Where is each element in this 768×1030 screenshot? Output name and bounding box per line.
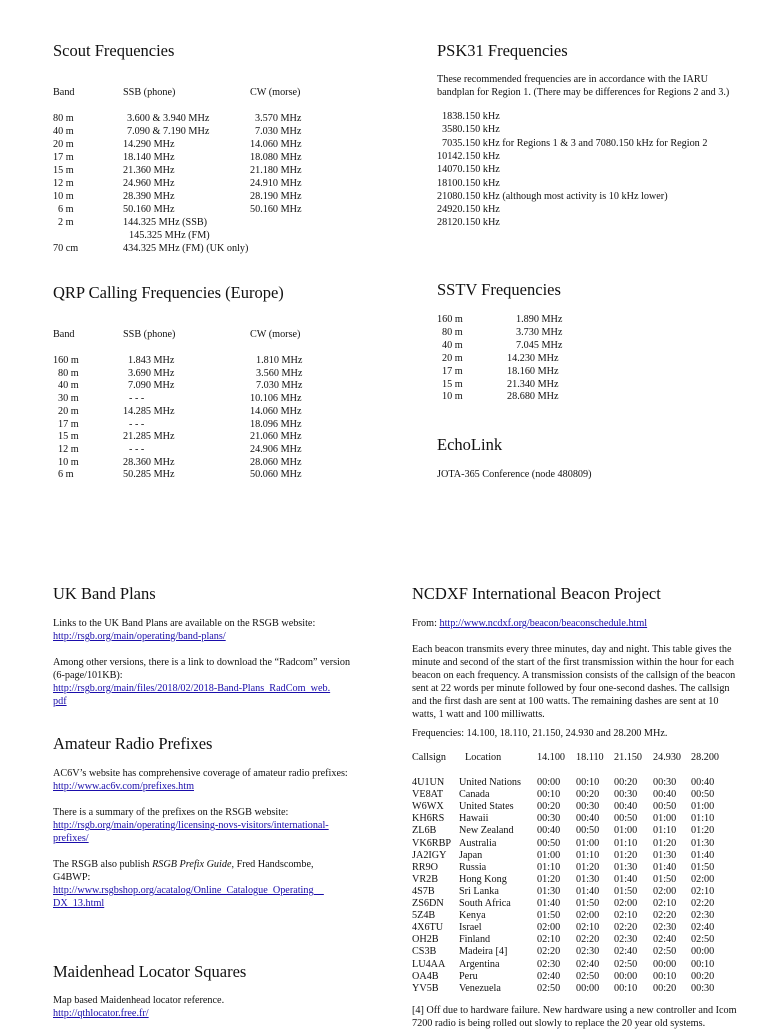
prefixes-text-3 — [53, 858, 353, 871]
scout-ssb-cell: 50.160 MHz — [123, 204, 175, 215]
ncdxf-location-cell: Hong Kong — [459, 873, 507, 885]
ncdxf-callsign-cell: ZS6DN — [412, 898, 444, 909]
ncdxf-time-cell: 02:20 — [691, 898, 715, 909]
ncdxf-time-cell: 01:10 — [614, 837, 638, 849]
scout-ssb-cell: 21.360 MHz — [123, 165, 175, 176]
qrp-cw-cell: 24.906 MHz — [250, 443, 302, 455]
sstv-frequency-cell: 7.045 MHz — [516, 339, 563, 351]
ncdxf-callsign-cell: CS3B — [412, 946, 437, 958]
ncdxf-header-cell: 18.110 — [576, 752, 604, 763]
qrp-cw-cell: 18.096 MHz — [250, 418, 302, 430]
ncdxf-callsign-cell: RR9O — [412, 861, 439, 873]
ncdxf-description: Each beacon transmits every three minutes, day and night. This table gives the minute and second of the start of the first transmission within the hour for each beacon on each frequency. A transmission consists of the callsign of the beacon sent at 22 words per minute followed by four one-second dashes. The callsign and the first dash are sent at 100 watts. The remaining dashes are sent at 10 watts, 1 watt and 100 milliwatts. — [412, 644, 736, 720]
ncdxf-from — [412, 617, 742, 630]
ncdxf-time-cell: 01:40 — [576, 885, 600, 897]
qrp-cw-cell: 1.810 MHz — [256, 355, 303, 366]
ncdxf-time-cell: 02:40 — [537, 970, 561, 982]
ncdxf-footnote: [4] Off due to hardware failure. New hardware using a new controller and Icom 7200 radio is being rolled out slowly to replace the 20 year old systems. — [412, 1005, 737, 1029]
ncdxf-time-cell: 02:00 — [576, 910, 600, 922]
scout-band-cell: 80 m — [53, 113, 74, 124]
prefixes-text-3c: , Fred Handscombe, — [231, 859, 314, 870]
scout-band-cell: 10 m — [53, 191, 74, 202]
scout-band-cell: 20 m — [53, 139, 74, 150]
ncdxf-time-cell: 01:50 — [537, 910, 561, 922]
echolink-text: JOTA-365 Conference (node 480809) — [437, 469, 592, 480]
prefixes-link-2a[interactable]: http://rsgb.org/main/operating/licensing-novs-visitors/international- — [53, 820, 329, 831]
psk31-intro: These recommended frequencies are in accordance with the IARU bandplan for Region 1. (There may be differences for Regions 2 and 3.) — [437, 74, 730, 98]
scout-band-cell: 6 m — [58, 204, 74, 215]
ncdxf-callsign-cell: OA4B — [412, 970, 439, 982]
scout-band-cell: 70 cm — [53, 243, 79, 254]
ncdxf-time-cell: 01:30 — [537, 885, 561, 897]
qrp-ssb-cell: 28.360 MHz — [123, 456, 175, 468]
ncdxf-header-cell: Location — [465, 752, 502, 763]
sstv-band-cell: 17 m — [442, 365, 463, 377]
ncdxf-time-cell: 02:10 — [691, 885, 715, 897]
qrp-cw-cell: 21.060 MHz — [250, 431, 302, 443]
ncdxf-location-cell: Russia — [459, 861, 487, 873]
sstv-band-cell: 20 m — [442, 352, 463, 364]
qrp-ssb-cell: 14.285 MHz — [123, 405, 175, 417]
scout-band-cell: 12 m — [53, 178, 74, 189]
ncdxf-time-cell: 02:40 — [691, 922, 715, 934]
qrp-band-cell: 15 m — [58, 431, 79, 443]
scout-band-cell: 17 m — [53, 152, 74, 163]
sstv-band-cell: 80 m — [442, 326, 463, 338]
ncdxf-time-cell: 00:30 — [614, 789, 638, 801]
ncdxf-time-cell: 02:30 — [653, 922, 677, 934]
ncdxf-time-cell: 00:20 — [537, 801, 561, 813]
ncdxf-time-cell: 01:00 — [653, 813, 677, 825]
ukband-link-1[interactable]: http://rsgb.org/main/operating/band-plans/ — [53, 631, 226, 642]
qrp-ssb-cell: - - - — [129, 418, 145, 430]
ncdxf-time-cell: 01:40 — [653, 861, 677, 873]
qrp-cw-cell: 14.060 MHz — [250, 405, 302, 417]
ncdxf-time-cell: 02:00 — [691, 873, 715, 885]
scout-ssb-cell: 3.600 & 3.940 MHz — [127, 113, 210, 124]
scout-ssb-cell: 14.290 MHz — [123, 139, 175, 150]
sstv-frequency-cell: 3.730 MHz — [516, 326, 563, 338]
scout-ssb-cell: 145.325 MHz (FM) — [129, 230, 210, 241]
ncdxf-callsign-cell: 4X6TU — [412, 922, 444, 934]
ncdxf-time-cell: 00:20 — [691, 970, 715, 982]
prefixes-link-2b[interactable]: prefixes/ — [53, 833, 89, 844]
scout-ssb-cell: 28.390 MHz — [123, 191, 175, 202]
ncdxf-header-cell: 14.100 — [537, 752, 566, 763]
qrp-header-cw: CW (morse) — [250, 329, 301, 340]
ncdxf-time-cell: 02:30 — [691, 910, 715, 922]
ncdxf-time-cell: 01:30 — [614, 861, 638, 873]
ncdxf-time-cell: 02:00 — [653, 885, 677, 897]
ncdxf-time-cell: 00:00 — [691, 946, 715, 958]
qrp-cw-cell: 28.060 MHz — [250, 456, 302, 468]
ncdxf-time-cell: 01:40 — [691, 849, 715, 861]
qrp-band-cell: 160 m — [53, 355, 79, 366]
ncdxf-time-cell: 02:40 — [653, 934, 677, 946]
ncdxf-time-cell: 02:20 — [653, 910, 677, 922]
ncdxf-location-cell: Argentina — [459, 958, 500, 970]
scout-cw-cell: 28.190 MHz — [250, 191, 302, 202]
ncdxf-time-cell: 01:10 — [537, 861, 561, 873]
scout-header-band: Band — [53, 87, 75, 98]
ncdxf-time-cell: 02:00 — [614, 898, 638, 909]
ncdxf-location-cell: Venezuela — [459, 982, 501, 994]
ncdxf-time-cell: 00:50 — [614, 813, 638, 825]
ncdxf-time-cell: 00:40 — [576, 813, 600, 825]
ncdxf-time-cell: 00:40 — [691, 777, 715, 788]
ncdxf-time-cell: 00:00 — [614, 970, 638, 982]
ncdxf-time-cell: 02:50 — [614, 958, 638, 970]
qrp-title: QRP Calling Frequencies (Europe) — [53, 283, 284, 302]
ncdxf-link[interactable]: http://www.ncdxf.org/beacon/beaconschedule.html — [439, 618, 648, 629]
ncdxf-frequencies: Frequencies: 14.100, 18.110, 21.150, 24.930 and 28.200 MHz. — [412, 728, 668, 739]
ncdxf-location-cell: New Zealand — [459, 825, 514, 837]
scout-ssb-cell: 24.960 MHz — [123, 178, 175, 189]
qrp-band-cell: 30 m — [58, 393, 79, 405]
ncdxf-header-cell: 24.930 — [653, 752, 682, 763]
psk31-frequency: 3580.150 kHz — [442, 124, 500, 136]
ncdxf-header-cell: 28.200 — [691, 752, 720, 763]
ncdxf-location-cell: Canada — [459, 789, 490, 801]
psk31-frequency: 1838.150 kHz — [442, 111, 500, 122]
ncdxf-time-cell: 02:20 — [614, 922, 638, 934]
qrp-band-cell: 80 m — [58, 367, 79, 379]
scout-header-cw: CW (morse) — [250, 87, 301, 98]
ncdxf-time-cell: 01:50 — [653, 873, 677, 885]
ncdxf-time-cell: 02:10 — [653, 898, 677, 909]
qrp-ssb-cell: 50.285 MHz — [123, 469, 175, 481]
ncdxf-time-cell: 01:30 — [691, 837, 715, 849]
ncdxf-time-cell: 01:00 — [691, 801, 715, 813]
ncdxf-time-cell: 00:20 — [653, 982, 677, 994]
ncdxf-time-cell: 02:40 — [576, 958, 600, 970]
scout-band-cell: 15 m — [53, 165, 74, 176]
ncdxf-time-cell: 00:40 — [614, 801, 638, 813]
qrp-cw-cell: 3.560 MHz — [256, 367, 303, 379]
ncdxf-location-cell: Australia — [459, 837, 497, 849]
prefix-guide-title: RSGB Prefix Guide — [152, 859, 232, 870]
ncdxf-time-cell: 02:50 — [691, 934, 715, 946]
scout-cw-cell: 18.080 MHz — [250, 152, 302, 163]
scout-cw-cell: 3.570 MHz — [255, 113, 302, 124]
scout-ssb-cell: 144.325 MHz (SSB) — [123, 217, 208, 228]
ncdxf-header-cell: 21.150 — [614, 752, 643, 763]
qrp-ssb-cell: 3.690 MHz — [128, 367, 175, 379]
ncdxf-callsign-cell: VK6RBP — [412, 837, 452, 849]
qrp-ssb-cell: - - - — [129, 443, 145, 455]
ncdxf-time-cell: 01:10 — [691, 813, 715, 825]
ncdxf-time-cell: 00:10 — [537, 789, 561, 801]
ncdxf-time-cell: 00:00 — [653, 958, 677, 970]
ncdxf-callsign-cell: LU4AA — [412, 958, 446, 970]
ncdxf-from-label: From: — [412, 618, 440, 629]
ncdxf-time-cell: 00:30 — [537, 813, 561, 825]
ncdxf-time-cell: 00:40 — [537, 825, 561, 837]
prefixes-text-2: There is a summary of the prefixes on the RSGB website: — [53, 807, 289, 818]
scout-band-cell: 2 m — [58, 217, 74, 228]
scout-cw-cell: 50.160 MHz — [250, 204, 302, 215]
ncdxf-time-cell: 00:20 — [614, 777, 638, 788]
psk31-frequency: 24920.150 kHz — [437, 204, 500, 216]
ncdxf-time-cell: 00:00 — [576, 982, 600, 994]
prefixes-body — [53, 767, 353, 910]
ukband-link-2a[interactable]: http://rsgb.org/main/files/2018/02/2018-Band-Plans_RadCom_web. — [53, 683, 331, 694]
ncdxf-location-cell: Madeira [4] — [459, 946, 508, 958]
qrp-band-cell: 17 m — [58, 418, 79, 430]
scout-cw-cell: 7.030 MHz — [255, 126, 302, 137]
ncdxf-callsign-cell: VE8AT — [412, 789, 444, 801]
ncdxf-time-cell: 00:00 — [537, 777, 561, 788]
ncdxf-time-cell: 01:20 — [691, 825, 715, 837]
ncdxf-location-cell: United States — [459, 801, 514, 813]
ncdxf-location-cell: South Africa — [459, 898, 511, 909]
sstv-frequency-cell: 1.890 MHz — [516, 314, 563, 325]
ncdxf-time-cell: 02:40 — [614, 946, 638, 958]
ncdxf-time-cell: 02:10 — [537, 934, 561, 946]
psk31-frequency: 18100.150 kHz — [437, 177, 500, 189]
scout-ssb-cell: 434.325 MHz (FM) (UK only) — [123, 243, 249, 254]
ncdxf-time-cell: 00:50 — [691, 789, 715, 801]
qrp-cw-cell: 10.106 MHz — [250, 393, 302, 405]
ukband-title: UK Band Plans — [53, 584, 156, 603]
qrp-ssb-cell: - - - — [129, 393, 145, 405]
qrp-band-cell: 40 m — [58, 380, 79, 392]
ncdxf-time-cell: 02:20 — [576, 934, 600, 946]
psk31-frequency: 7035.150 kHz for Regions 1 & 3 and 7080.150 kHz for Region 2 — [442, 137, 708, 149]
prefixes-link-1[interactable]: http://www.ac6v.com/prefixes.htm — [53, 781, 194, 792]
qrp-ssb-cell: 7.090 MHz — [128, 380, 175, 392]
ncdxf-time-cell: 01:00 — [614, 825, 638, 837]
ncdxf-callsign-cell: VR2B — [412, 873, 439, 885]
qrp-cw-cell: 50.060 MHz — [250, 469, 302, 481]
sstv-frequency-cell: 14.230 MHz — [507, 352, 559, 364]
prefixes-text-3a: The RSGB also publish — [53, 859, 153, 870]
scout-title: Scout Frequencies — [53, 41, 175, 60]
psk31-title: PSK31 Frequencies — [437, 41, 568, 60]
ukband-link-2b[interactable]: pdf — [53, 696, 67, 707]
ncdxf-callsign-cell: ZL6B — [412, 825, 437, 837]
prefixes-text-3d: G4BWP: — [53, 872, 91, 883]
ncdxf-callsign-cell: OH2B — [412, 934, 439, 946]
ncdxf-header-cell: Callsign — [412, 752, 446, 763]
ncdxf-location-cell: Peru — [459, 970, 478, 982]
sstv-band-cell: 40 m — [442, 339, 463, 351]
ncdxf-time-cell: 00:10 — [653, 970, 677, 982]
ncdxf-callsign-cell: 4U1UN — [412, 777, 445, 788]
ncdxf-time-cell: 00:50 — [653, 801, 677, 813]
ncdxf-time-cell: 02:10 — [576, 922, 600, 934]
ncdxf-time-cell: 02:20 — [537, 946, 561, 958]
prefixes-text-1: AC6V’s website has comprehensive coverage of amateur radio prefixes: — [53, 768, 348, 779]
ncdxf-time-cell: 01:40 — [614, 873, 638, 885]
ncdxf-time-cell: 00:40 — [653, 789, 677, 801]
prefixes-link-3b[interactable]: DX_13.html — [53, 898, 105, 909]
ncdxf-time-cell: 01:40 — [537, 898, 561, 909]
prefixes-title: Amateur Radio Prefixes — [53, 734, 213, 753]
qrp-band-cell: 20 m — [58, 405, 79, 417]
ncdxf-time-cell: 00:10 — [576, 777, 600, 788]
ncdxf-time-cell: 02:30 — [576, 946, 600, 958]
ncdxf-callsign-cell: 5Z4B — [412, 910, 436, 922]
ncdxf-location-cell: United Nations — [459, 777, 521, 788]
ncdxf-time-cell: 00:50 — [537, 837, 561, 849]
ncdxf-location-cell: Israel — [459, 922, 482, 934]
scout-cw-cell: 21.180 MHz — [250, 165, 302, 176]
scout-header-ssb: SSB (phone) — [123, 87, 176, 98]
qrp-ssb-cell: 1.843 MHz — [128, 355, 175, 366]
ncdxf-location-cell: Japan — [459, 849, 483, 861]
ncdxf-time-cell: 01:10 — [653, 825, 677, 837]
ncdxf-location-cell: Sri Lanka — [459, 885, 499, 897]
psk31-frequency: 14070.150 kHz — [437, 164, 500, 176]
ncdxf-callsign-cell: KH6RS — [412, 813, 445, 825]
scout-ssb-cell: 7.090 & 7.190 MHz — [127, 126, 210, 137]
ncdxf-time-cell: 01:30 — [576, 873, 600, 885]
scout-cw-cell: 24.910 MHz — [250, 178, 302, 189]
ukband-body — [53, 617, 353, 708]
ncdxf-time-cell: 01:30 — [653, 849, 677, 861]
ncdxf-time-cell: 01:50 — [614, 885, 638, 897]
sstv-band-cell: 15 m — [442, 378, 463, 390]
ncdxf-callsign-cell: 4S7B — [412, 885, 435, 897]
ncdxf-time-cell: 00:30 — [691, 982, 715, 994]
prefixes-link-3a[interactable]: http://www.rsgbshop.org/acatalog/Online_Catalogue_Operating__ — [53, 885, 324, 896]
sstv-title: SSTV Frequencies — [437, 280, 561, 299]
scout-ssb-cell: 18.140 MHz — [123, 152, 175, 163]
ncdxf-callsign-cell: W6WX — [412, 801, 444, 813]
ncdxf-callsign-cell: YV5B — [412, 982, 439, 994]
ncdxf-title: NCDXF International Beacon Project — [412, 584, 661, 603]
ncdxf-time-cell: 01:20 — [576, 861, 600, 873]
ncdxf-time-cell: 02:30 — [614, 934, 638, 946]
ncdxf-time-cell: 00:10 — [614, 982, 638, 994]
ncdxf-location-cell: Kenya — [459, 910, 486, 922]
ncdxf-time-cell: 01:20 — [537, 873, 561, 885]
echolink-title: EchoLink — [437, 435, 503, 454]
scout-band-cell: 40 m — [53, 126, 74, 137]
maidenhead-title: Maidenhead Locator Squares — [53, 962, 247, 981]
qrp-cw-cell: 7.030 MHz — [256, 380, 303, 392]
maidenhead-text: Map based Maidenhead locator reference. — [53, 995, 225, 1006]
ncdxf-time-cell: 02:10 — [614, 910, 638, 922]
qrp-ssb-cell: 21.285 MHz — [123, 431, 175, 443]
qrp-band-cell: 12 m — [58, 443, 79, 455]
ukband-text-1: Links to the UK Band Plans are available on the RSGB website: — [53, 618, 316, 629]
ncdxf-time-cell: 00:30 — [576, 801, 600, 813]
ncdxf-time-cell: 00:20 — [576, 789, 600, 801]
ncdxf-time-cell: 01:00 — [576, 837, 600, 849]
ncdxf-location-cell: Hawaii — [459, 813, 489, 825]
ncdxf-location-cell: Finland — [459, 934, 491, 946]
maidenhead-body — [53, 994, 353, 1020]
qrp-header-ssb: SSB (phone) — [123, 329, 176, 340]
scout-cw-cell: 14.060 MHz — [250, 139, 302, 150]
qrp-header-band: Band — [53, 329, 75, 340]
sstv-frequency-cell: 21.340 MHz — [507, 378, 559, 390]
ncdxf-time-cell: 00:10 — [691, 958, 715, 970]
ncdxf-time-cell: 02:30 — [537, 958, 561, 970]
sstv-frequency-cell: 18.160 MHz — [507, 365, 559, 377]
ncdxf-time-cell: 00:30 — [653, 777, 677, 788]
ukband-text-2: Among other versions, there is a link to download the “Radcom” version (6-page/101KB): — [53, 657, 351, 681]
ncdxf-time-cell: 02:50 — [537, 982, 561, 994]
ncdxf-time-cell: 02:00 — [537, 922, 561, 934]
sstv-band-cell: 160 m — [437, 314, 463, 325]
ncdxf-time-cell: 01:50 — [576, 898, 600, 909]
ncdxf-time-cell: 01:00 — [537, 849, 561, 861]
ncdxf-callsign-cell: JA2IGY — [412, 849, 447, 861]
psk31-frequency: 21080.150 kHz (although most activity is 10 kHz lower) — [437, 190, 668, 202]
sstv-frequency-cell: 28.680 MHz — [507, 391, 559, 403]
ncdxf-time-cell: 01:50 — [691, 861, 715, 873]
ncdxf-time-cell: 01:10 — [576, 849, 600, 861]
ncdxf-time-cell: 00:50 — [576, 825, 600, 837]
ncdxf-time-cell: 02:50 — [653, 946, 677, 958]
ncdxf-time-cell: 01:20 — [653, 837, 677, 849]
qrp-band-cell: 10 m — [58, 456, 79, 468]
sstv-band-cell: 10 m — [442, 391, 463, 403]
psk31-frequency: 10142.150 kHz — [437, 150, 500, 162]
ncdxf-time-cell: 02:50 — [576, 970, 600, 982]
psk31-frequency: 28120.150 kHz — [437, 217, 500, 229]
maidenhead-link[interactable]: http://qthlocator.free.fr/ — [53, 1008, 149, 1019]
qrp-band-cell: 6 m — [58, 469, 74, 481]
ncdxf-time-cell: 01:20 — [614, 849, 638, 861]
